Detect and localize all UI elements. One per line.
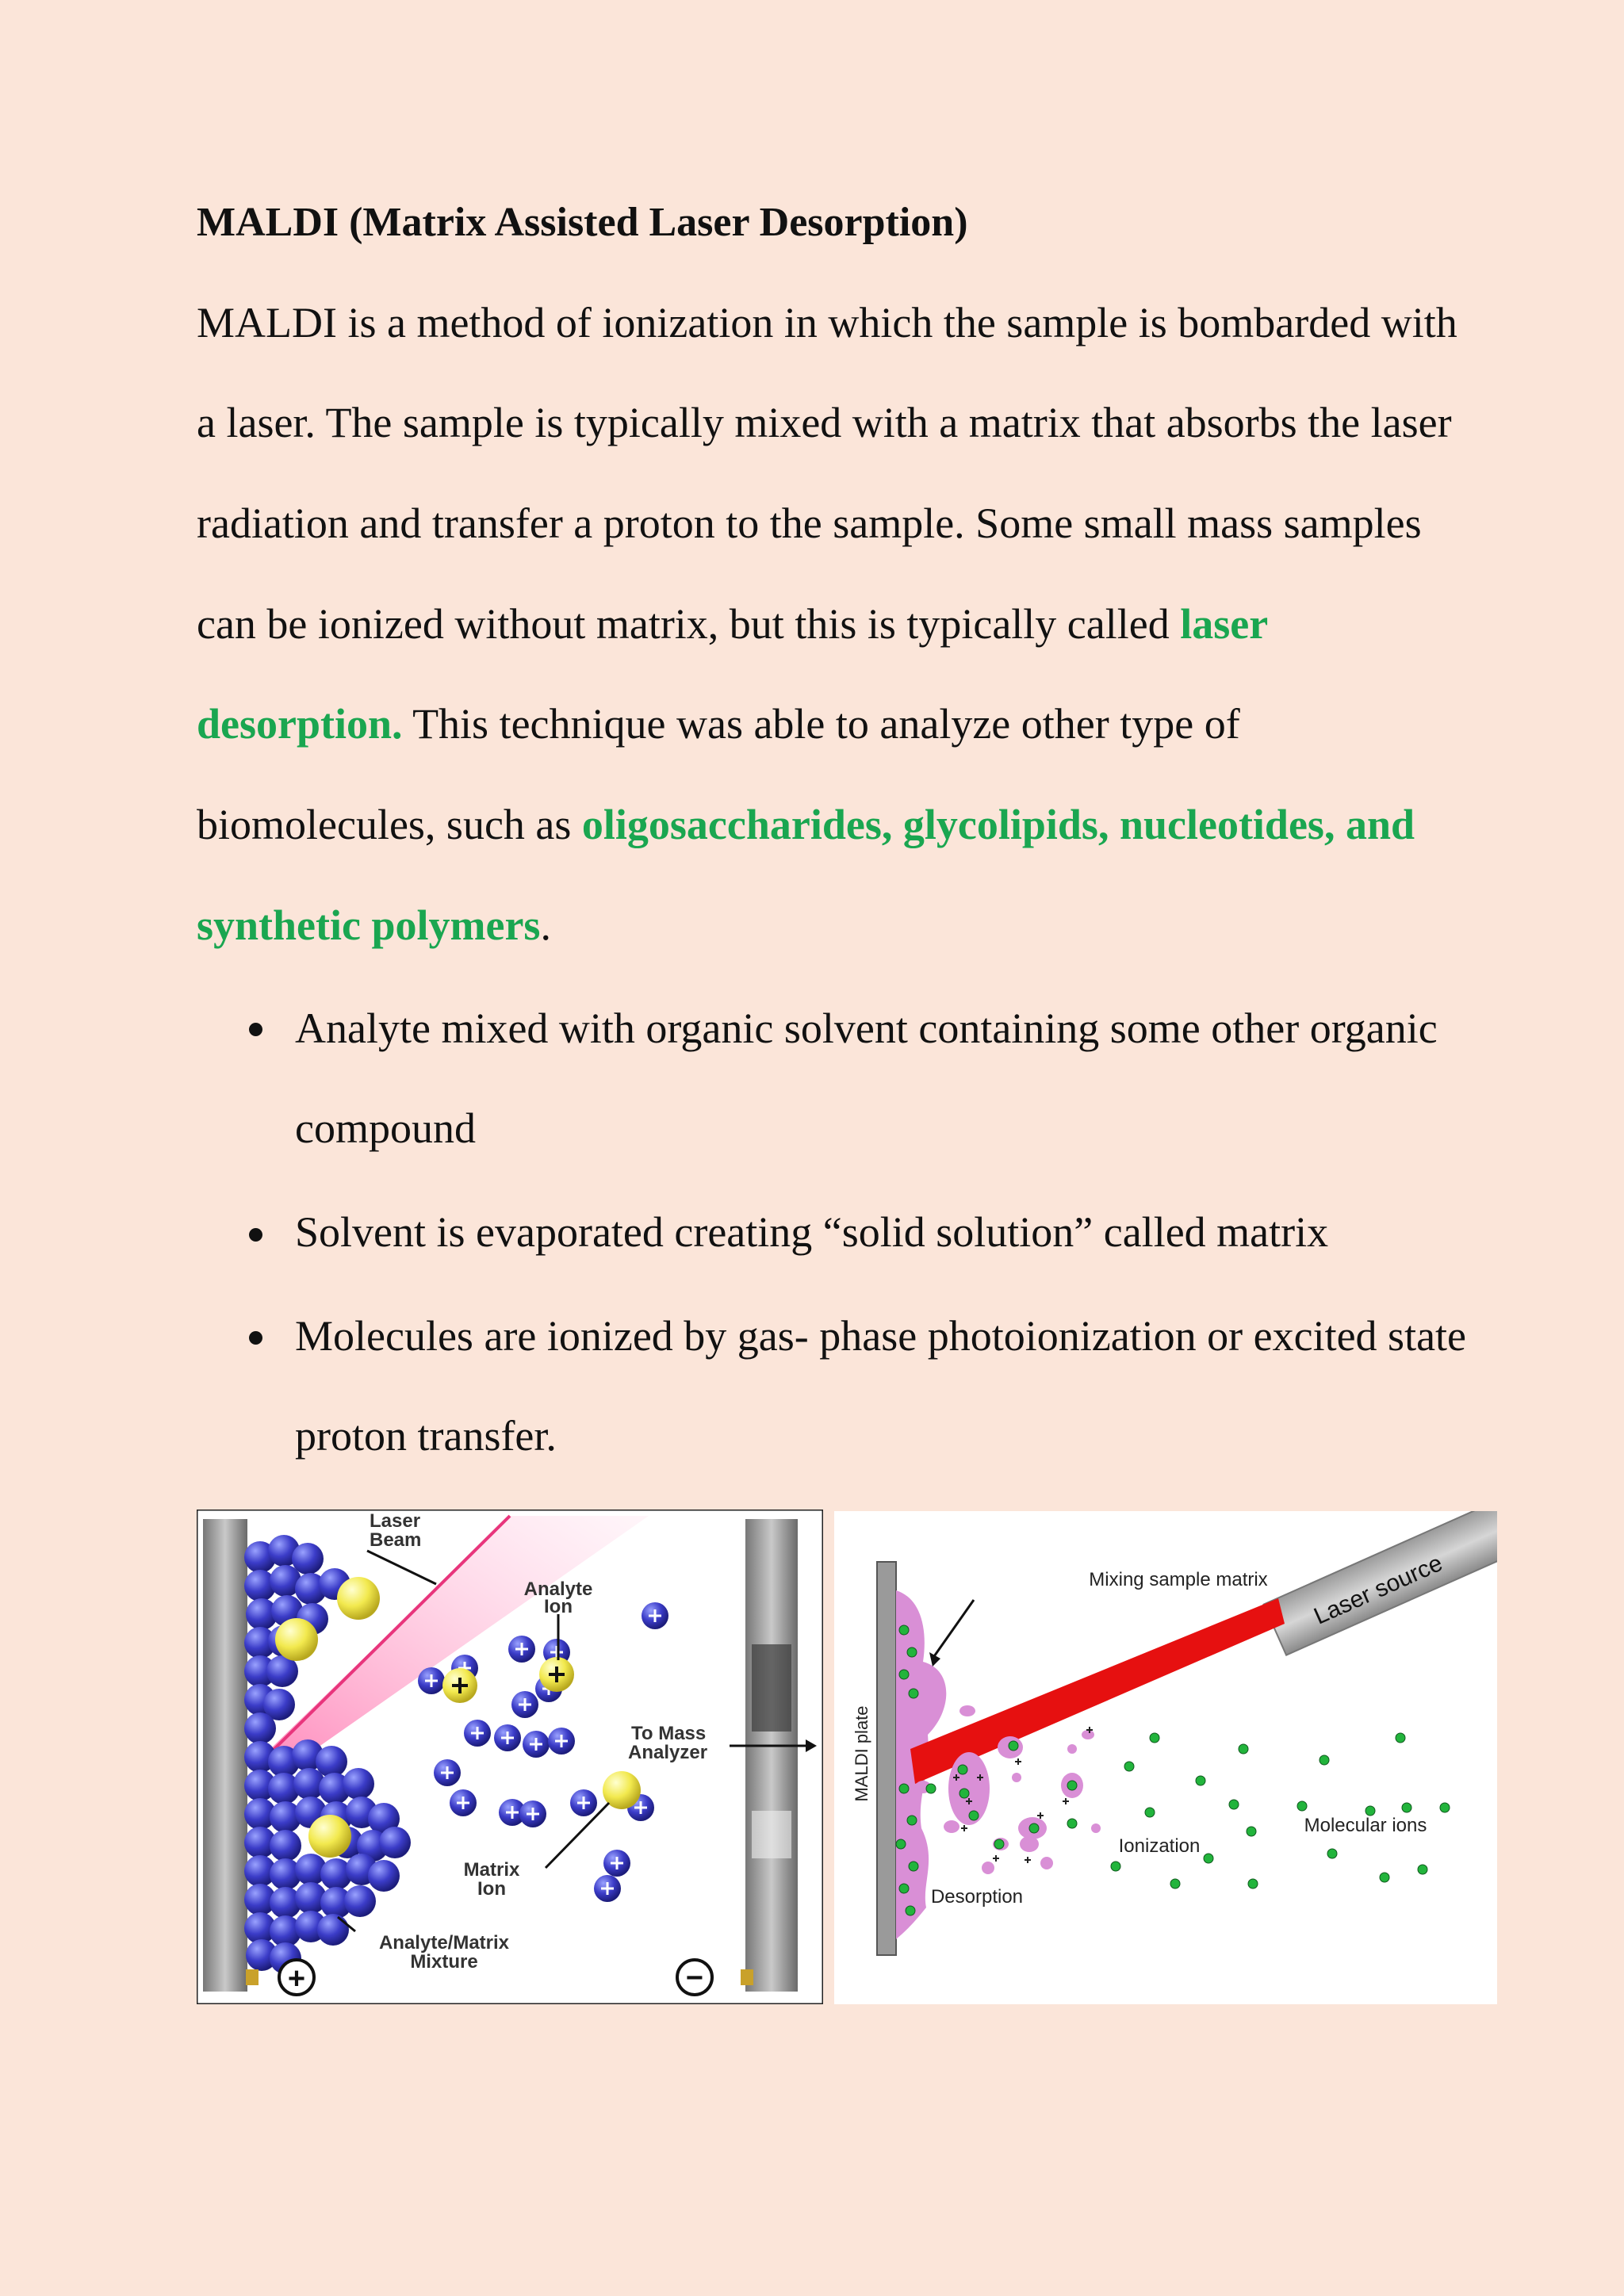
bullet-item-text: Solvent is evaporated creating “solid solution” called matrix xyxy=(295,1208,1329,1256)
paragraph-line xyxy=(197,797,1497,852)
bullet-dot xyxy=(249,1331,262,1345)
paragraph-line: a laser. The sample is typically mixed with a matrix that absorbs the laser xyxy=(197,399,1452,446)
highlight-term: desorption. xyxy=(197,700,403,748)
paragraph-line xyxy=(197,696,1497,752)
maldi-illustration-left xyxy=(197,1510,823,2004)
label-ionization: Ionization xyxy=(1118,1835,1201,1857)
label-mixing-sample-matrix: Mixing sample matrix xyxy=(1089,1569,1268,1590)
paragraph-line xyxy=(197,897,1497,953)
highlight-term: laser xyxy=(1180,600,1269,648)
highlight-term: oligosaccharides, glycolipids, nucleotides, and xyxy=(581,801,1415,848)
detector-plate xyxy=(745,1519,798,1992)
svg-text:Beam: Beam xyxy=(370,1529,422,1551)
label-molecular-ions: Molecular ions xyxy=(1304,1815,1427,1836)
label-maldi-plate: MALDI plate xyxy=(852,1705,871,1802)
section-heading: MALDI (Matrix Assisted Laser Desorption) xyxy=(197,200,968,245)
svg-text:−: − xyxy=(685,1961,704,1995)
maldi-plate xyxy=(877,1562,896,1955)
svg-text:Ion: Ion xyxy=(544,1596,573,1617)
highlight-term: synthetic polymers xyxy=(197,901,541,949)
svg-text:Mixture: Mixture xyxy=(410,1951,478,1973)
paragraph-text: . xyxy=(540,901,551,949)
svg-text:Ion: Ion xyxy=(477,1878,506,1900)
bullet-item-text: Analyte mixed with organic solvent containing some other organic xyxy=(295,1004,1438,1052)
paragraph-line: MALDI is a method of ionization in which the sample is bombarded with xyxy=(197,299,1457,346)
bullet-item-text: proton transfer. xyxy=(295,1412,557,1460)
bullet-item-text: Molecules are ionized by gas- phase photoionization or excited state xyxy=(295,1312,1467,1360)
label-to-mass-analyzer: To Mass xyxy=(631,1723,707,1744)
svg-text:+: + xyxy=(287,1962,306,1996)
label-desorption: Desorption xyxy=(930,1886,1024,1908)
bullet-dot xyxy=(249,1023,262,1036)
maldi-illustration-right xyxy=(834,1511,1497,2004)
paragraph-text: can be ionized without matrix, but this is typically called xyxy=(197,600,1181,648)
bullet-item-text: compound xyxy=(295,1104,476,1152)
label-analyte-ion: Analyte xyxy=(523,1578,593,1600)
sample-plate xyxy=(203,1519,247,1992)
paragraph-line: radiation and transfer a proton to the sample. Some small mass samples xyxy=(197,499,1422,547)
label-mixture: Analyte/Matrix xyxy=(378,1932,510,1954)
paragraph-line xyxy=(197,596,1497,652)
label-laser-beam: Laser xyxy=(370,1510,421,1532)
svg-text:Analyzer: Analyzer xyxy=(628,1742,708,1763)
paragraph-text: biomolecules, such as xyxy=(197,801,582,848)
label-laser-source: Laser source xyxy=(1310,1549,1447,1630)
bullet-dot xyxy=(249,1228,262,1242)
label-matrix-ion: Matrix xyxy=(463,1859,520,1881)
paragraph-text: This technique was able to analyze other type of xyxy=(402,700,1240,748)
